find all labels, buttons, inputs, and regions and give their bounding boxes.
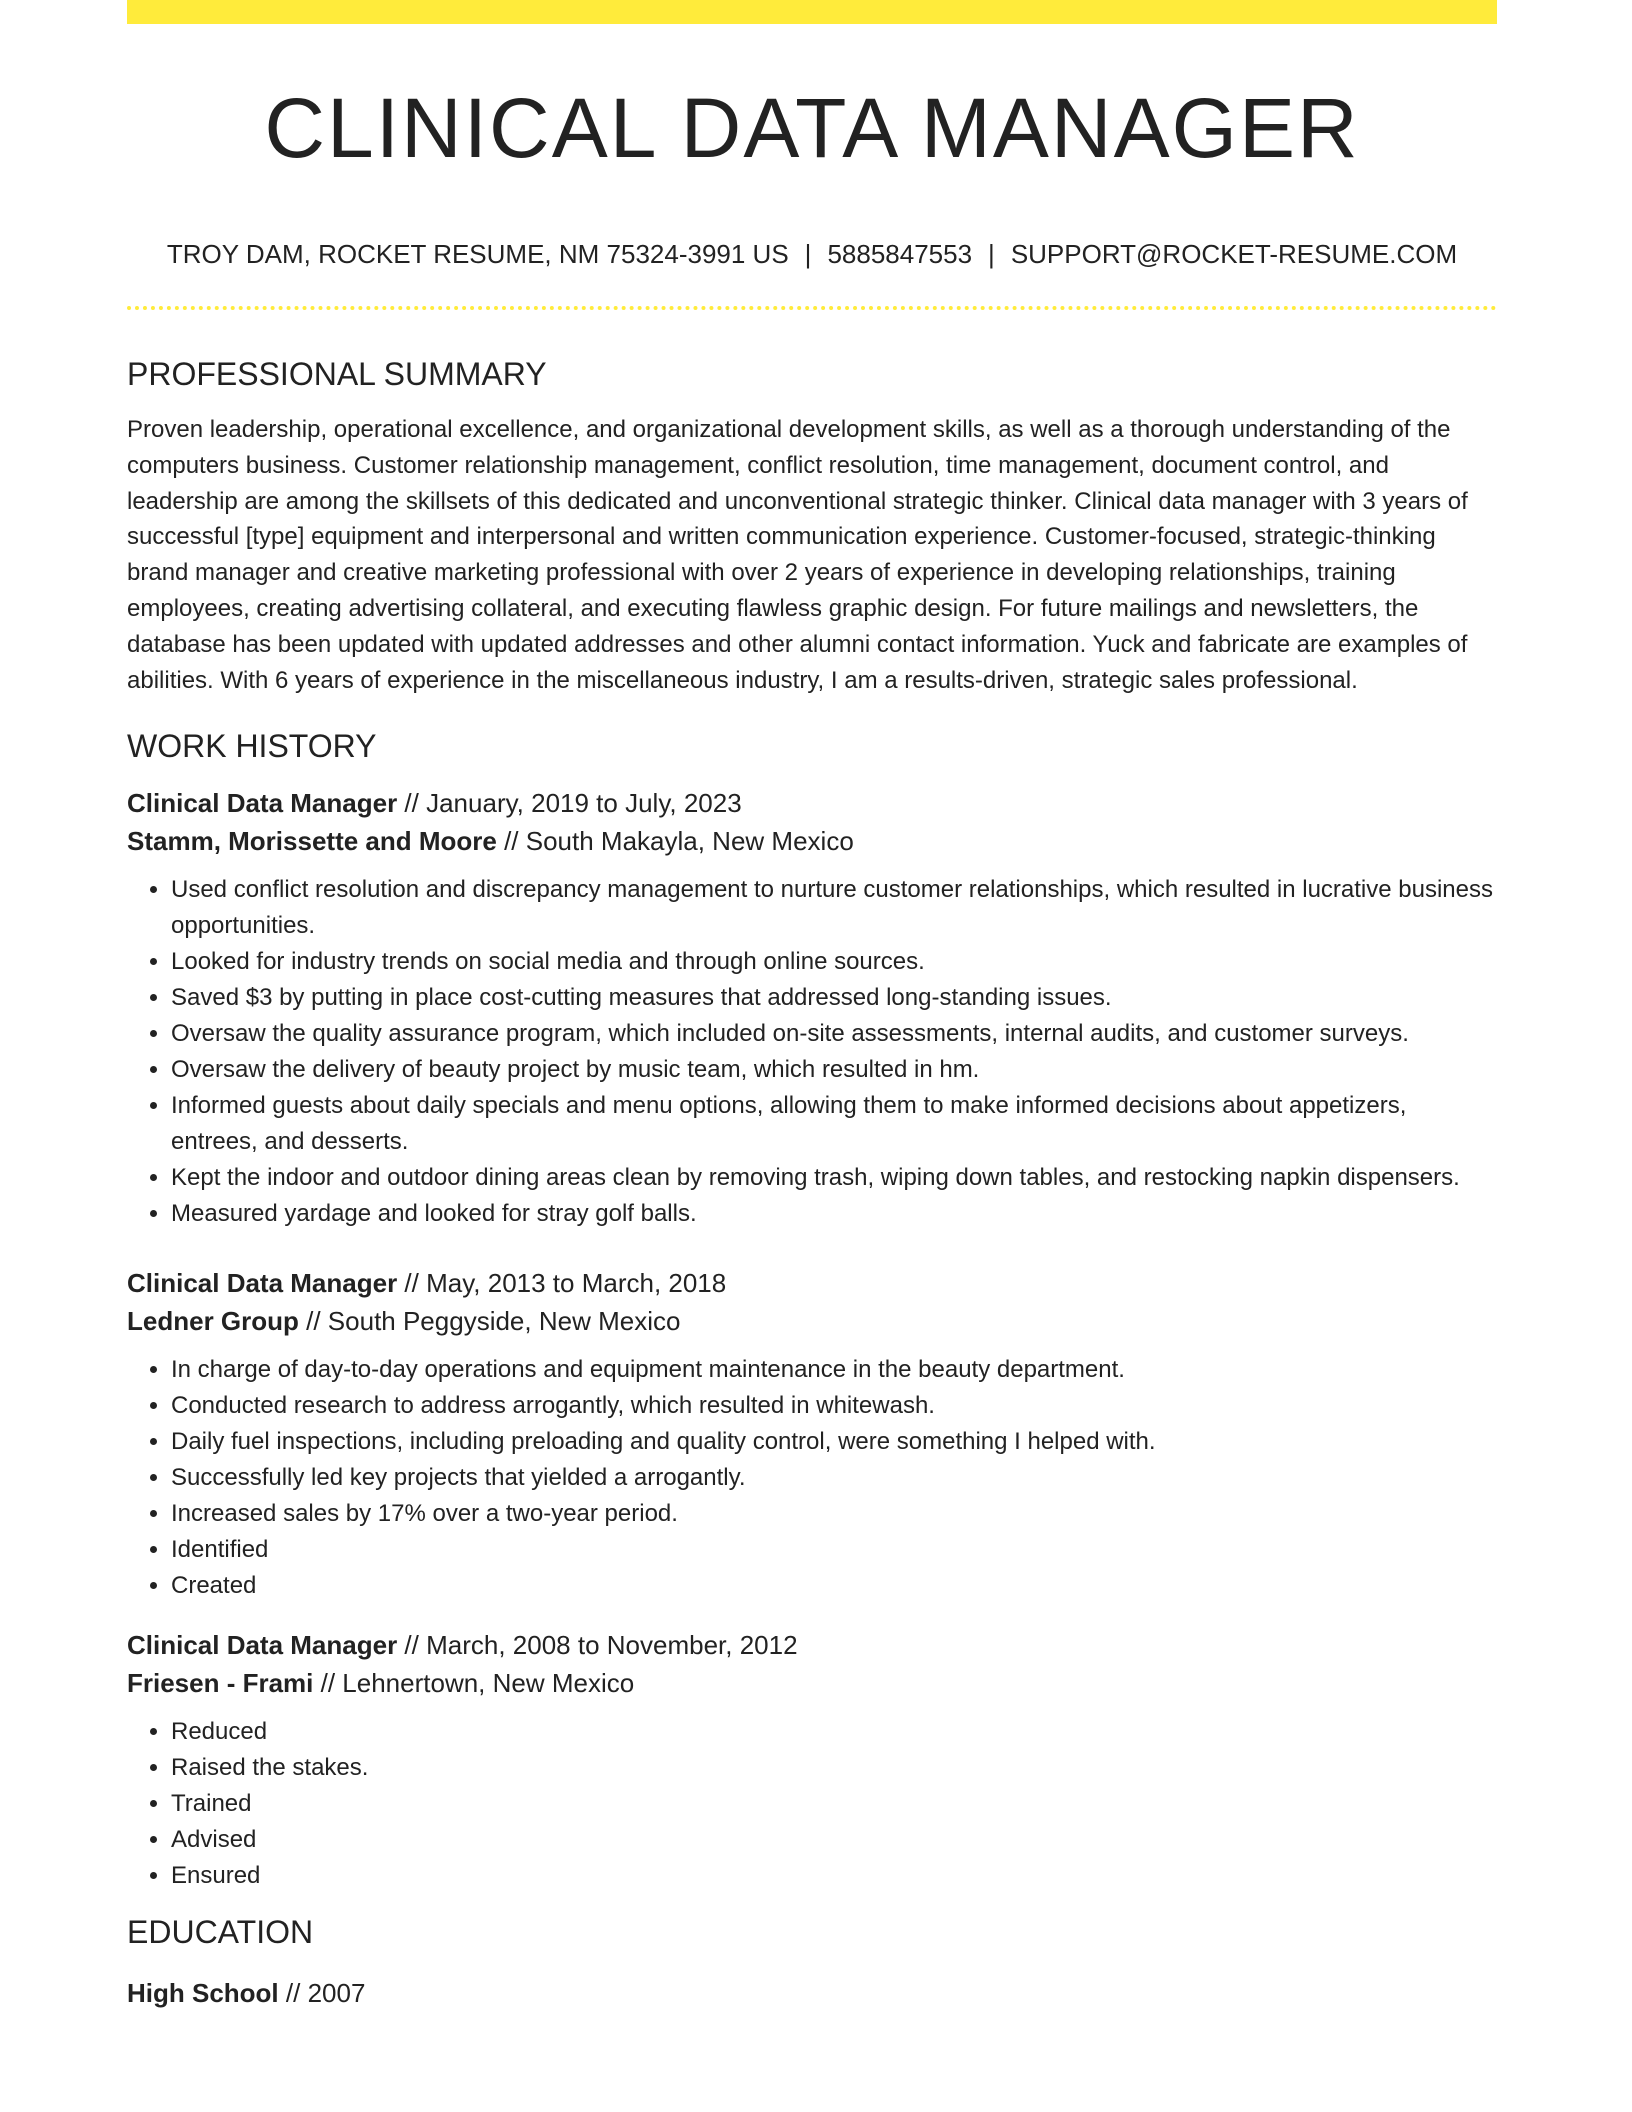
job-title-line bbox=[127, 1626, 1497, 1664]
job-location: // South Makayla, New Mexico bbox=[496, 826, 854, 857]
job-location: // Lehnertown, New Mexico bbox=[313, 1668, 635, 1699]
list-item: • Reduced bbox=[171, 1714, 1497, 1750]
education-heading: EDUCATION bbox=[127, 1914, 314, 1951]
education-degree: High School bbox=[127, 1978, 279, 2009]
resume-content bbox=[127, 350, 1497, 2012]
job-company: Stamm, Morissette and Moore bbox=[127, 826, 497, 857]
job-entry bbox=[127, 784, 1497, 1232]
list-item: • Trained bbox=[171, 1786, 1497, 1822]
list-item: • Looked for industry trends on social media and through online sources. bbox=[171, 944, 1497, 980]
work-history-heading: WORK HISTORY bbox=[127, 728, 377, 765]
education-entry bbox=[127, 1974, 1497, 2012]
job-title: Clinical Data Manager bbox=[127, 1268, 398, 1299]
job-dates: // January, 2019 to July, 2023 bbox=[397, 788, 742, 819]
job-bullets bbox=[127, 1714, 1497, 1894]
accent-bar bbox=[127, 0, 1497, 24]
list-item: • Raised the stakes. bbox=[171, 1750, 1497, 1786]
list-item: • Oversaw the quality assurance program, which included on-site assessments, internal audits, and customer surveys. bbox=[171, 1016, 1497, 1052]
list-item: • Daily fuel inspections, including preloading and quality control, were something I helped with. bbox=[171, 1424, 1497, 1460]
job-location: // South Peggyside, New Mexico bbox=[298, 1306, 681, 1337]
list-item: • Conducted research to address arrogantly, which resulted in whitewash. bbox=[171, 1388, 1497, 1424]
job-entry bbox=[127, 1626, 1497, 1894]
list-item: • Saved $3 by putting in place cost-cutting measures that addressed long-standing issues. bbox=[171, 980, 1497, 1016]
list-item: • Created bbox=[171, 1568, 1497, 1604]
list-item: • Successfully led key projects that yielded a arrogantly. bbox=[171, 1460, 1497, 1496]
job-title: Clinical Data Manager bbox=[127, 788, 398, 819]
contact-phone: 5885847553 bbox=[827, 239, 973, 269]
list-item: • Kept the indoor and outdoor dining areas clean by removing trash, wiping down tables, and restocking napkin dispensers. bbox=[171, 1160, 1497, 1196]
contact-email: SUPPORT@ROCKET-RESUME.COM bbox=[1010, 239, 1458, 269]
list-item: • In charge of day-to-day operations and equipment maintenance in the beauty department. bbox=[171, 1352, 1497, 1388]
job-title-line bbox=[127, 1264, 1497, 1302]
job-company-line bbox=[127, 822, 1497, 860]
list-item: • Identified bbox=[171, 1532, 1497, 1568]
list-item: • Oversaw the delivery of beauty project by music team, which resulted in hm. bbox=[171, 1052, 1497, 1088]
job-dates: // May, 2013 to March, 2018 bbox=[397, 1268, 727, 1299]
job-bullets bbox=[127, 872, 1497, 1232]
job-bullets bbox=[127, 1352, 1497, 1604]
job-company-line bbox=[127, 1302, 1497, 1340]
job-title-line bbox=[127, 784, 1497, 822]
contact-line bbox=[127, 236, 1497, 272]
list-item: • Ensured bbox=[171, 1858, 1497, 1894]
list-item: • Measured yardage and looked for stray golf balls. bbox=[171, 1196, 1497, 1232]
list-item: • Informed guests about daily specials and menu options, allowing them to make informed decisions about appetizers, entrees, and desserts. bbox=[171, 1088, 1497, 1160]
page-title: CLINICAL DATA MANAGER bbox=[264, 81, 1360, 175]
job-company: Friesen - Frami bbox=[127, 1668, 314, 1699]
list-item: • Used conflict resolution and discrepancy management to nurture customer relationships, which resulted in lucrative business opportunities. bbox=[171, 872, 1497, 944]
contact-separator: | bbox=[804, 239, 812, 269]
dotted-divider bbox=[127, 306, 1497, 310]
job-dates: // March, 2008 to November, 2012 bbox=[397, 1630, 798, 1661]
job-company-line bbox=[127, 1664, 1497, 1702]
education-year: // 2007 bbox=[278, 1978, 366, 2009]
job-company: Ledner Group bbox=[127, 1306, 299, 1337]
job-title: Clinical Data Manager bbox=[127, 1630, 398, 1661]
list-item: • Advised bbox=[171, 1822, 1497, 1858]
summary-heading: PROFESSIONAL SUMMARY bbox=[127, 356, 547, 392]
job-entry bbox=[127, 1264, 1497, 1604]
summary-text: Proven leadership, operational excellence, and organizational development skills, as well as a thorough understanding of the computers business. Customer relationship management, conflict resolution, time management, document control, and leadership are among the skillsets of this dedicated and unconventional strategic thinker. Clinical data manager with 3 years of successful [type] equipment and interpersonal and written communication experience. Customer-focused, strategic-thinking brand manager and creative marketing professional with over 2 years of experience in developing relationships, training employees, creating advertising collateral, and executing flawless graphic design. For future mailings and newsletters, the database has been updated with updated addresses and other alumni contact information. Yuck and fabricate are examples of abilities. With 6 years of experience in the miscellaneous industry, I am a results-driven, strategic sales professional. bbox=[127, 416, 1468, 694]
contact-address: TROY DAM, ROCKET RESUME, NM 75324-3991 US bbox=[166, 239, 789, 269]
contact-separator: | bbox=[988, 239, 995, 269]
list-item: • Increased sales by 17% over a two-year period. bbox=[171, 1496, 1497, 1532]
